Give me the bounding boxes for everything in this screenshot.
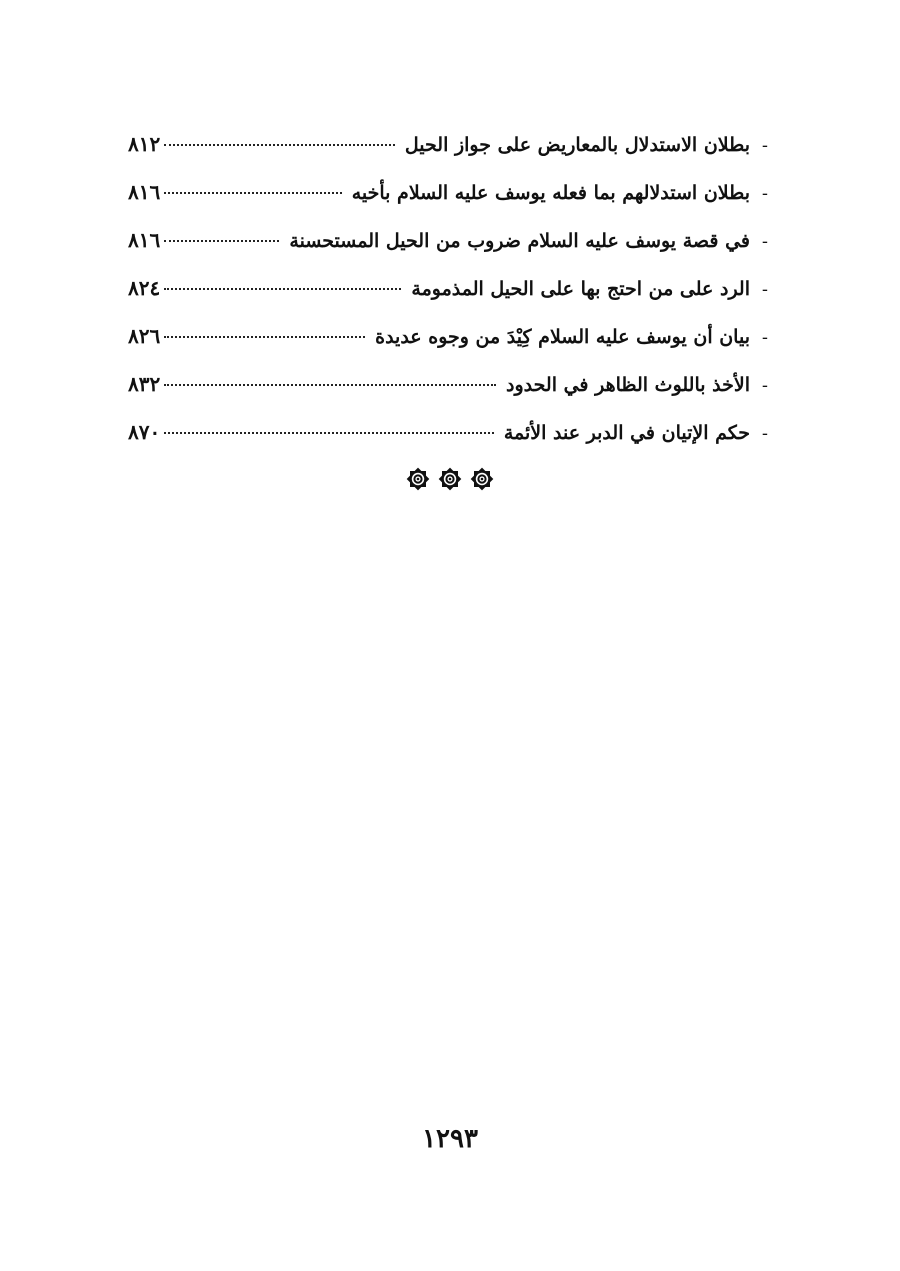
page-number: ١٢٩٣ (422, 1124, 478, 1154)
toc-entry (128, 168, 780, 216)
dot-leader (164, 335, 365, 338)
entry-title: حكم الإتيان في الدبر عند الأئمة (503, 422, 750, 444)
toc-entry (128, 120, 780, 168)
entry-page-number: ٨١٦ (128, 228, 161, 252)
entry-page-number: ٨٢٦ (128, 324, 161, 348)
dot-leader (164, 431, 494, 434)
entry-bullet: - (761, 280, 769, 300)
entry-page-number: ٨١٦ (128, 180, 161, 204)
eight-point-star-ornament-icon (469, 466, 495, 492)
dot-leader (164, 239, 279, 242)
entry-bullet: - (761, 136, 769, 156)
dot-leader (164, 383, 496, 386)
entry-bullet: - (761, 424, 769, 444)
entry-title: بيان أن يوسف عليه السلام كِيْدَ من وجوه عديدة (375, 326, 750, 348)
entry-page-number: ٨٧٠ (128, 420, 161, 444)
dot-leader (164, 143, 395, 146)
entry-bullet: - (761, 328, 769, 348)
entry-title: في قصة يوسف عليه السلام ضروب من الحيل المستحسنة (289, 230, 750, 252)
table-of-contents (128, 120, 780, 456)
toc-entry (128, 312, 780, 360)
entry-title: بطلان استدلالهم بما فعله يوسف عليه السلام بأخيه (351, 182, 750, 204)
section-end-ornaments (405, 465, 495, 493)
entry-bullet: - (761, 232, 769, 252)
entry-page-number: ٨٣٢ (128, 372, 161, 396)
entry-title: بطلان الاستدلال بالمعاريض على جواز الحيل (404, 134, 750, 156)
toc-entry (128, 216, 780, 264)
entry-title: الأخذ باللوث الظاهر في الحدود (506, 374, 750, 396)
entry-title: الرد على من احتج بها على الحيل المذمومة (411, 278, 750, 300)
entry-page-number: ٨٢٤ (128, 276, 161, 300)
dot-leader (164, 191, 341, 194)
entry-bullet: - (761, 184, 769, 204)
entry-bullet: - (761, 376, 769, 396)
entry-page-number: ٨١٢ (128, 132, 161, 156)
eight-point-star-ornament-icon (437, 466, 463, 492)
toc-entry (128, 408, 780, 456)
eight-point-star-ornament-icon (405, 466, 431, 492)
toc-entry (128, 360, 780, 408)
dot-leader (164, 287, 401, 290)
toc-entry (128, 264, 780, 312)
